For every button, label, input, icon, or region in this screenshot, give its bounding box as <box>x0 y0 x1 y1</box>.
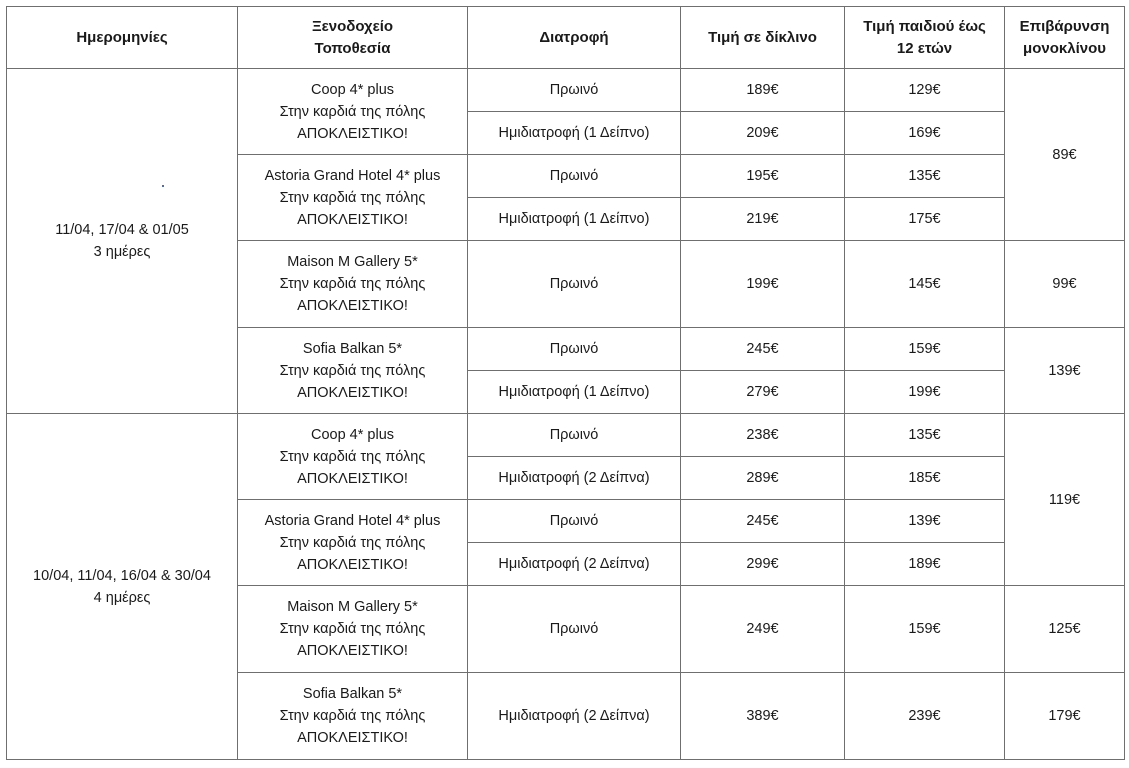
single-supplement-cell: 89€ <box>1005 69 1125 241</box>
double-price-cell: 279€ <box>681 371 845 414</box>
child-price-cell: 135€ <box>845 155 1005 198</box>
board-cell: Πρωινό <box>468 69 681 112</box>
hotel-cell <box>238 500 468 586</box>
board-cell: Πρωινό <box>468 241 681 328</box>
price-table <box>6 6 1125 760</box>
board-cell: Πρωινό <box>468 155 681 198</box>
header-single-line1: Επιβάρυνση <box>1019 17 1110 35</box>
hotel-exclusive: ΑΠΟΚΛΕΙΣΤΙΚΟ! <box>297 556 408 573</box>
hotel-location: Στην καρδιά της πόλης <box>279 103 426 120</box>
child-price-cell: 185€ <box>845 457 1005 500</box>
single-supplement-cell: 139€ <box>1005 328 1125 414</box>
dates-text: 10/04, 11/04, 16/04 & 30/04 <box>33 567 211 584</box>
hotel-cell <box>238 241 468 328</box>
board-cell: Ημιδιατροφή (1 Δείπνο) <box>468 371 681 414</box>
header-double-price: Τιμή σε δίκλινο <box>681 7 845 69</box>
child-price-cell: 239€ <box>845 673 1005 760</box>
double-price-cell: 199€ <box>681 241 845 328</box>
dates-cell <box>7 69 238 414</box>
double-price-cell: 389€ <box>681 673 845 760</box>
board-cell: Ημιδιατροφή (2 Δείπνα) <box>468 673 681 760</box>
duration-text: 3 ημέρες <box>93 244 151 260</box>
board-cell: Ημιδιατροφή (1 Δείπνο) <box>468 112 681 155</box>
table-body <box>7 69 1125 760</box>
header-hotel-line1: Ξενοδοχείο <box>311 17 394 35</box>
child-price-cell: 135€ <box>845 414 1005 457</box>
hotel-location: Στην καρδιά της πόλης <box>279 708 426 724</box>
child-price-cell: 139€ <box>845 500 1005 543</box>
header-child-line2: 12 ετών <box>896 39 953 57</box>
board-cell: Ημιδιατροφή (2 Δείπνα) <box>468 457 681 500</box>
board-cell: Πρωινό <box>468 500 681 543</box>
hotel-location: Στην καρδιά της πόλης <box>279 621 426 637</box>
double-price-cell: 245€ <box>681 328 845 371</box>
double-price-cell: 219€ <box>681 198 845 241</box>
hotel-location: Στην καρδιά της πόλης <box>279 448 426 465</box>
board-cell: Ημιδιατροφή (1 Δείπνο) <box>468 198 681 241</box>
header-board: Διατροφή <box>468 7 681 69</box>
hotel-name: Coop 4* plus <box>310 81 395 98</box>
table-row <box>7 69 1125 112</box>
header-dates: Ημερομηνίες <box>7 7 238 69</box>
double-price-cell: 209€ <box>681 112 845 155</box>
single-supplement-cell: 99€ <box>1005 241 1125 328</box>
child-price-cell: 159€ <box>845 586 1005 673</box>
hotel-exclusive: ΑΠΟΚΛΕΙΣΤΙΚΟ! <box>297 384 408 401</box>
hotel-location: Στην καρδιά της πόλης <box>279 534 426 551</box>
hotel-cell <box>238 586 468 673</box>
hotel-cell <box>238 328 468 414</box>
header-row <box>7 7 1125 69</box>
single-supplement-cell: 119€ <box>1005 414 1125 586</box>
header-hotel <box>238 7 468 69</box>
dates-text: 11/04, 17/04 & 01/05 <box>55 222 189 238</box>
dates-cell <box>7 414 238 760</box>
child-price-cell: 169€ <box>845 112 1005 155</box>
header-child-price <box>845 7 1005 69</box>
child-price-cell: 159€ <box>845 328 1005 371</box>
hotel-location: Στην καρδιά της πόλης <box>279 276 426 292</box>
child-price-cell: 199€ <box>845 371 1005 414</box>
hotel-exclusive: ΑΠΟΚΛΕΙΣΤΙΚΟ! <box>297 298 408 314</box>
child-price-cell: 129€ <box>845 69 1005 112</box>
board-cell: Πρωινό <box>468 586 681 673</box>
hotel-name: Maison M Gallery 5* <box>287 254 418 270</box>
hotel-exclusive: ΑΠΟΚΛΕΙΣΤΙΚΟ! <box>297 211 408 228</box>
duration-text: 4 ημέρες <box>93 589 151 606</box>
double-price-cell: 189€ <box>681 69 845 112</box>
double-price-cell: 289€ <box>681 457 845 500</box>
board-cell: Πρωινό <box>468 328 681 371</box>
hotel-exclusive: ΑΠΟΚΛΕΙΣΤΙΚΟ! <box>297 470 408 487</box>
double-price-cell: 195€ <box>681 155 845 198</box>
double-price-cell: 299€ <box>681 543 845 586</box>
hotel-exclusive: ΑΠΟΚΛΕΙΣΤΙΚΟ! <box>297 730 408 746</box>
hotel-name: Sofia Balkan 5* <box>302 686 403 702</box>
header-single-supplement <box>1005 7 1125 69</box>
hotel-name: Sofia Balkan 5* <box>302 340 403 357</box>
hotel-name: Astoria Grand Hotel 4* plus <box>264 512 441 529</box>
single-supplement-cell: 125€ <box>1005 586 1125 673</box>
board-cell: Ημιδιατροφή (2 Δείπνα) <box>468 543 681 586</box>
hotel-name: Maison M Gallery 5* <box>287 599 418 615</box>
child-price-cell: 175€ <box>845 198 1005 241</box>
hotel-name: Coop 4* plus <box>310 426 395 443</box>
header-child-line1: Τιμή παιδιού έως <box>863 17 986 35</box>
hotel-name: Astoria Grand Hotel 4* plus <box>264 167 441 184</box>
hotel-location: Στην καρδιά της πόλης <box>279 189 426 206</box>
hotel-cell <box>238 155 468 241</box>
header-single-line2: μονοκλίνου <box>1023 39 1106 57</box>
double-price-cell: 249€ <box>681 586 845 673</box>
child-price-cell: 145€ <box>845 241 1005 328</box>
hotel-exclusive: ΑΠΟΚΛΕΙΣΤΙΚΟ! <box>297 125 408 142</box>
hotel-cell <box>238 414 468 500</box>
header-hotel-line2: Τοποθεσία <box>314 39 391 57</box>
double-price-cell: 238€ <box>681 414 845 457</box>
hotel-cell <box>238 673 468 760</box>
single-supplement-cell: 179€ <box>1005 673 1125 760</box>
hotel-cell <box>238 69 468 155</box>
child-price-cell: 189€ <box>845 543 1005 586</box>
hotel-location: Στην καρδιά της πόλης <box>279 362 426 379</box>
table-row <box>7 414 1125 457</box>
double-price-cell: 245€ <box>681 500 845 543</box>
board-cell: Πρωινό <box>468 414 681 457</box>
hotel-exclusive: ΑΠΟΚΛΕΙΣΤΙΚΟ! <box>297 643 408 659</box>
